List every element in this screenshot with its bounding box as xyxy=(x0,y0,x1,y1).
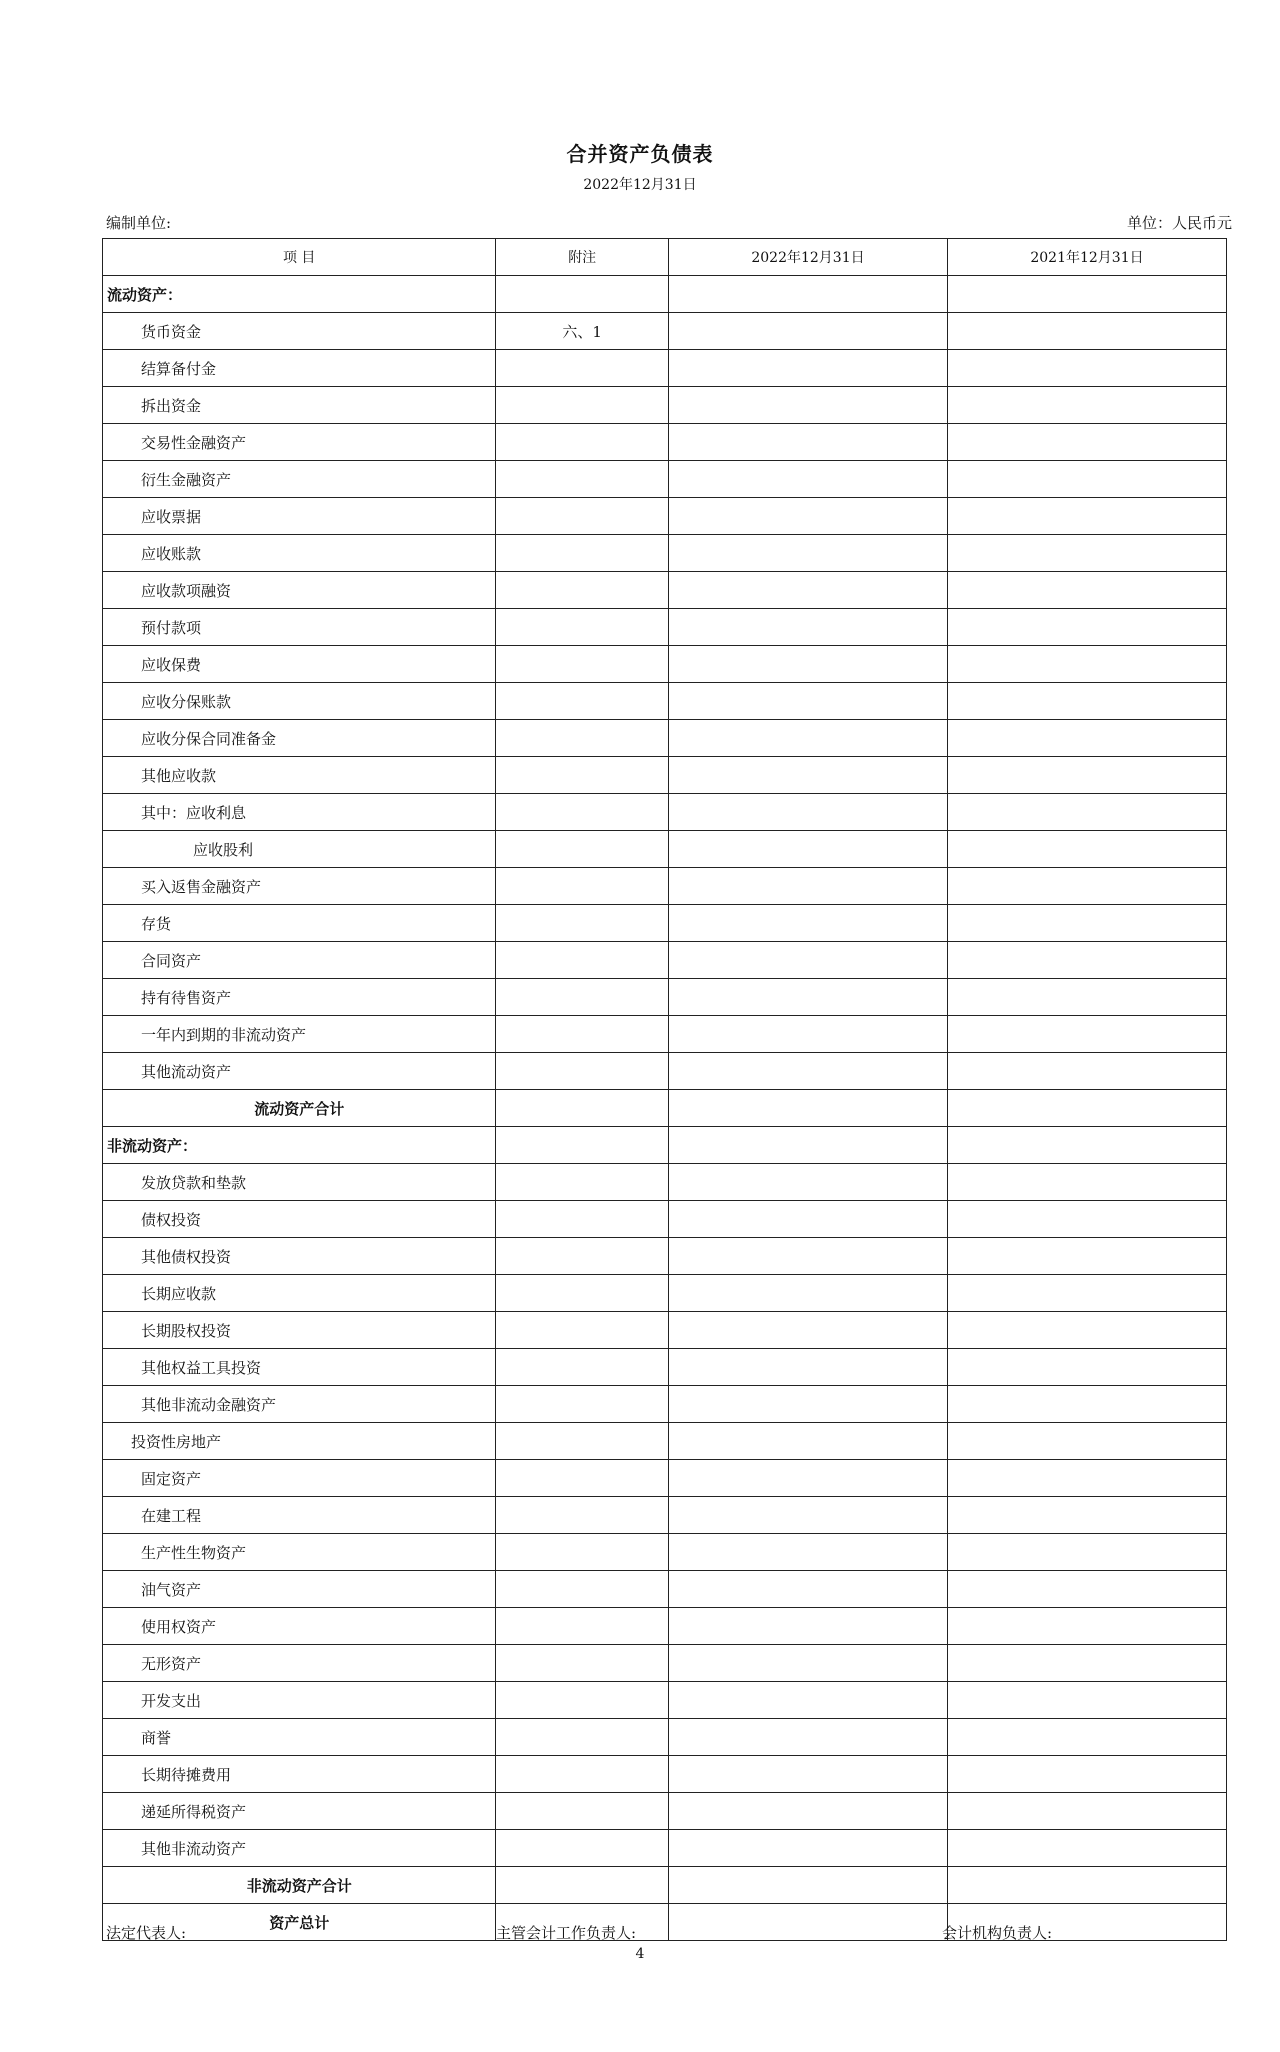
row-value-2021-cell xyxy=(947,1460,1226,1497)
row-item-label: 应收账款 xyxy=(103,535,496,572)
row-note-cell xyxy=(496,1053,669,1090)
accounting-head-label: 主管会计工作负责人: xyxy=(496,1924,637,1942)
row-note-cell xyxy=(496,1201,669,1238)
table-row xyxy=(103,1645,1227,1682)
table-row xyxy=(103,1904,1227,1941)
row-note-cell xyxy=(496,1497,669,1534)
row-value-2021-cell xyxy=(947,1090,1226,1127)
row-note-cell xyxy=(496,1312,669,1349)
row-value-2022-cell xyxy=(669,1719,948,1756)
row-value-2021-cell xyxy=(947,1608,1226,1645)
row-value-2021-cell xyxy=(947,979,1226,1016)
column-header-note: 附注 xyxy=(496,239,669,276)
row-value-2021-cell xyxy=(947,1867,1226,1904)
row-note-cell xyxy=(496,1090,669,1127)
row-note-cell xyxy=(496,1682,669,1719)
row-note-cell xyxy=(496,831,669,868)
row-value-2021-cell xyxy=(947,387,1226,424)
row-value-2021-cell xyxy=(947,572,1226,609)
row-value-2021-cell xyxy=(947,1127,1226,1164)
row-note-cell xyxy=(496,646,669,683)
table-row xyxy=(103,1608,1227,1645)
row-note-cell xyxy=(496,1238,669,1275)
row-value-2021-cell xyxy=(947,905,1226,942)
row-value-2021-cell xyxy=(947,1164,1226,1201)
row-value-2022-cell xyxy=(669,535,948,572)
row-item-label: 拆出资金 xyxy=(103,387,496,424)
row-item-label: 交易性金融资产 xyxy=(103,424,496,461)
table-row xyxy=(103,868,1227,905)
row-note-cell xyxy=(496,683,669,720)
table-row xyxy=(103,1571,1227,1608)
row-value-2022-cell xyxy=(669,1608,948,1645)
row-value-2021-cell xyxy=(947,313,1226,350)
table-row xyxy=(103,535,1227,572)
row-note-cell xyxy=(496,1793,669,1830)
row-value-2021-cell xyxy=(947,1793,1226,1830)
table-row xyxy=(103,757,1227,794)
row-value-2022-cell xyxy=(669,1904,948,1941)
row-value-2022-cell xyxy=(669,979,948,1016)
row-note-cell xyxy=(496,979,669,1016)
row-value-2021-cell xyxy=(947,461,1226,498)
row-value-2021-cell xyxy=(947,646,1226,683)
row-note-cell xyxy=(496,1164,669,1201)
table-row xyxy=(103,905,1227,942)
table-row xyxy=(103,1090,1227,1127)
row-item-label: 应收票据 xyxy=(103,498,496,535)
row-note-cell xyxy=(496,1349,669,1386)
row-value-2021-cell xyxy=(947,1571,1226,1608)
row-item-label: 非流动资产： xyxy=(103,1127,496,1164)
row-value-2021-cell xyxy=(947,942,1226,979)
row-value-2022-cell xyxy=(669,1312,948,1349)
row-note-cell xyxy=(496,1423,669,1460)
row-value-2022-cell xyxy=(669,1164,948,1201)
row-value-2022-cell xyxy=(669,1016,948,1053)
row-value-2022-cell xyxy=(669,1497,948,1534)
table-row xyxy=(103,1423,1227,1460)
table-row xyxy=(103,1719,1227,1756)
row-item-label: 其中：应收利息 xyxy=(103,794,496,831)
table-row xyxy=(103,1386,1227,1423)
row-item-label: 发放贷款和垫款 xyxy=(103,1164,496,1201)
row-note-cell xyxy=(496,1127,669,1164)
row-note-cell xyxy=(496,276,669,313)
row-note-cell xyxy=(496,535,669,572)
table-row xyxy=(103,979,1227,1016)
row-value-2021-cell xyxy=(947,1349,1226,1386)
table-row xyxy=(103,683,1227,720)
row-value-2021-cell xyxy=(947,868,1226,905)
row-value-2021-cell xyxy=(947,1053,1226,1090)
row-value-2022-cell xyxy=(669,1571,948,1608)
table-row xyxy=(103,1867,1227,1904)
row-note-cell xyxy=(496,1645,669,1682)
row-value-2022-cell xyxy=(669,350,948,387)
row-note-cell xyxy=(496,387,669,424)
row-item-label: 其他非流动金融资产 xyxy=(103,1386,496,1423)
row-value-2022-cell xyxy=(669,868,948,905)
report-date: 2022年12月31日 xyxy=(583,177,697,193)
row-value-2022-cell xyxy=(669,1793,948,1830)
row-item-label: 商誉 xyxy=(103,1719,496,1756)
row-note-cell xyxy=(496,350,669,387)
row-note-cell xyxy=(496,1571,669,1608)
row-value-2022-cell xyxy=(669,1756,948,1793)
row-value-2021-cell xyxy=(947,1201,1226,1238)
row-note-cell xyxy=(496,720,669,757)
table-row xyxy=(103,276,1227,313)
row-item-label: 在建工程 xyxy=(103,1497,496,1534)
table-row xyxy=(103,1830,1227,1867)
row-item-label: 衍生金融资产 xyxy=(103,461,496,498)
row-item-label: 长期待摊费用 xyxy=(103,1756,496,1793)
row-value-2022-cell xyxy=(669,1201,948,1238)
row-item-label: 债权投资 xyxy=(103,1201,496,1238)
row-item-label: 其他债权投资 xyxy=(103,1238,496,1275)
row-value-2021-cell xyxy=(947,1830,1226,1867)
row-note-cell xyxy=(496,609,669,646)
row-item-label: 流动资产合计 xyxy=(103,1090,496,1127)
table-row xyxy=(103,1053,1227,1090)
row-note-cell xyxy=(496,757,669,794)
table-row xyxy=(103,1127,1227,1164)
row-value-2022-cell xyxy=(669,1275,948,1312)
row-value-2022-cell xyxy=(669,1645,948,1682)
row-value-2022-cell xyxy=(669,313,948,350)
table-row xyxy=(103,1349,1227,1386)
legal-representative-label: 法定代表人: xyxy=(106,1924,187,1942)
row-value-2022-cell xyxy=(669,572,948,609)
balance-sheet-table xyxy=(102,238,1227,1941)
table-row xyxy=(103,720,1227,757)
table-header-row xyxy=(103,239,1227,276)
table-body xyxy=(103,276,1227,1941)
row-item-label: 油气资产 xyxy=(103,1571,496,1608)
table-row xyxy=(103,1312,1227,1349)
row-value-2022-cell xyxy=(669,1127,948,1164)
row-value-2022-cell xyxy=(669,831,948,868)
row-item-label: 一年内到期的非流动资产 xyxy=(103,1016,496,1053)
table-row xyxy=(103,1756,1227,1793)
table-row xyxy=(103,498,1227,535)
table-row xyxy=(103,461,1227,498)
row-value-2022-cell xyxy=(669,498,948,535)
row-item-label: 其他权益工具投资 xyxy=(103,1349,496,1386)
table-row xyxy=(103,831,1227,868)
row-item-label: 其他非流动资产 xyxy=(103,1830,496,1867)
row-value-2022-cell xyxy=(669,424,948,461)
row-item-label: 长期应收款 xyxy=(103,1275,496,1312)
table-row xyxy=(103,1275,1227,1312)
row-value-2022-cell xyxy=(669,720,948,757)
row-item-label: 应收分保合同准备金 xyxy=(103,720,496,757)
row-value-2021-cell xyxy=(947,794,1226,831)
row-note-cell xyxy=(496,1016,669,1053)
row-value-2022-cell xyxy=(669,1090,948,1127)
table-row xyxy=(103,646,1227,683)
row-note-cell xyxy=(496,498,669,535)
row-value-2021-cell xyxy=(947,1534,1226,1571)
row-item-label: 应收款项融资 xyxy=(103,572,496,609)
row-item-label: 预付款项 xyxy=(103,609,496,646)
row-item-label: 长期股权投资 xyxy=(103,1312,496,1349)
row-value-2021-cell xyxy=(947,1645,1226,1682)
row-value-2021-cell xyxy=(947,683,1226,720)
row-note-cell xyxy=(496,905,669,942)
row-note-cell xyxy=(496,572,669,609)
row-item-label: 合同资产 xyxy=(103,942,496,979)
row-value-2022-cell xyxy=(669,1830,948,1867)
table-row xyxy=(103,942,1227,979)
row-value-2022-cell xyxy=(669,461,948,498)
row-note-cell xyxy=(496,1608,669,1645)
row-note-cell xyxy=(496,868,669,905)
row-value-2021-cell xyxy=(947,1386,1226,1423)
table-row xyxy=(103,609,1227,646)
row-value-2022-cell xyxy=(669,757,948,794)
compiling-unit-label: 编制单位: xyxy=(106,214,172,232)
page-number: 4 xyxy=(635,1946,645,1962)
row-note-cell xyxy=(496,1756,669,1793)
row-value-2022-cell xyxy=(669,1682,948,1719)
row-note-cell xyxy=(496,1460,669,1497)
row-value-2022-cell xyxy=(669,942,948,979)
row-value-2022-cell xyxy=(669,1460,948,1497)
row-note-cell xyxy=(496,1867,669,1904)
row-value-2022-cell xyxy=(669,1349,948,1386)
row-note-cell xyxy=(496,1719,669,1756)
column-header-2021: 2021年12月31日 xyxy=(947,239,1226,276)
row-value-2021-cell xyxy=(947,276,1226,313)
column-header-2022: 2022年12月31日 xyxy=(669,239,948,276)
row-value-2022-cell xyxy=(669,905,948,942)
row-value-2022-cell xyxy=(669,646,948,683)
row-item-label: 资产总计 xyxy=(103,1904,496,1941)
row-item-label: 投资性房地产 xyxy=(103,1423,496,1460)
table-row xyxy=(103,1201,1227,1238)
table-row xyxy=(103,794,1227,831)
row-note-cell xyxy=(496,1275,669,1312)
table-row xyxy=(103,1793,1227,1830)
row-value-2021-cell xyxy=(947,498,1226,535)
row-item-label: 结算备付金 xyxy=(103,350,496,387)
table-row xyxy=(103,1497,1227,1534)
row-item-label: 存货 xyxy=(103,905,496,942)
row-item-label: 开发支出 xyxy=(103,1682,496,1719)
row-note-cell xyxy=(496,1830,669,1867)
row-item-label: 应收分保账款 xyxy=(103,683,496,720)
row-item-label: 无形资产 xyxy=(103,1645,496,1682)
table-row xyxy=(103,1460,1227,1497)
row-value-2021-cell xyxy=(947,757,1226,794)
row-value-2021-cell xyxy=(947,1497,1226,1534)
row-value-2021-cell xyxy=(947,609,1226,646)
row-value-2022-cell xyxy=(669,387,948,424)
row-value-2022-cell xyxy=(669,794,948,831)
row-value-2022-cell xyxy=(669,276,948,313)
row-value-2022-cell xyxy=(669,1386,948,1423)
currency-unit-label: 单位：人民币元 xyxy=(1126,214,1232,232)
row-value-2021-cell xyxy=(947,424,1226,461)
row-value-2022-cell xyxy=(669,683,948,720)
column-header-item: 项 目 xyxy=(103,239,496,276)
row-value-2021-cell xyxy=(947,1423,1226,1460)
row-note-cell xyxy=(496,461,669,498)
row-item-label: 流动资产： xyxy=(103,276,496,313)
row-item-label: 应收保费 xyxy=(103,646,496,683)
accounting-dept-head-label: 会计机构负责人: xyxy=(942,1924,1053,1942)
row-item-label: 其他流动资产 xyxy=(103,1053,496,1090)
row-note-cell: 六、1 xyxy=(496,313,669,350)
table-row xyxy=(103,350,1227,387)
row-item-label: 生产性生物资产 xyxy=(103,1534,496,1571)
row-note-cell xyxy=(496,794,669,831)
row-value-2022-cell xyxy=(669,1867,948,1904)
table-row xyxy=(103,1238,1227,1275)
row-note-cell xyxy=(496,424,669,461)
row-value-2021-cell xyxy=(947,1756,1226,1793)
row-item-label: 固定资产 xyxy=(103,1460,496,1497)
row-item-label: 货币资金 xyxy=(103,313,496,350)
table-row xyxy=(103,1016,1227,1053)
row-item-label: 递延所得税资产 xyxy=(103,1793,496,1830)
row-note-cell xyxy=(496,1386,669,1423)
table-row xyxy=(103,1682,1227,1719)
row-value-2022-cell xyxy=(669,1534,948,1571)
row-value-2021-cell xyxy=(947,535,1226,572)
row-note-cell xyxy=(496,942,669,979)
row-value-2021-cell xyxy=(947,1682,1226,1719)
table-row xyxy=(103,424,1227,461)
row-item-label: 使用权资产 xyxy=(103,1608,496,1645)
row-note-cell xyxy=(496,1534,669,1571)
table-row xyxy=(103,1164,1227,1201)
table-row xyxy=(103,313,1227,350)
row-item-label: 持有待售资产 xyxy=(103,979,496,1016)
row-value-2022-cell xyxy=(669,1238,948,1275)
row-value-2021-cell xyxy=(947,350,1226,387)
row-value-2021-cell xyxy=(947,720,1226,757)
row-value-2021-cell xyxy=(947,831,1226,868)
row-item-label: 非流动资产合计 xyxy=(103,1867,496,1904)
row-item-label: 应收股利 xyxy=(103,831,496,868)
row-value-2021-cell xyxy=(947,1275,1226,1312)
row-value-2022-cell xyxy=(669,1053,948,1090)
row-value-2022-cell xyxy=(669,609,948,646)
row-value-2021-cell xyxy=(947,1312,1226,1349)
row-item-label: 买入返售金融资产 xyxy=(103,868,496,905)
row-value-2021-cell xyxy=(947,1238,1226,1275)
row-value-2021-cell xyxy=(947,1719,1226,1756)
row-item-label: 其他应收款 xyxy=(103,757,496,794)
table-row xyxy=(103,572,1227,609)
report-title: 合并资产负债表 xyxy=(566,142,714,166)
row-value-2021-cell xyxy=(947,1016,1226,1053)
table-row xyxy=(103,1534,1227,1571)
row-value-2022-cell xyxy=(669,1423,948,1460)
table-row xyxy=(103,387,1227,424)
